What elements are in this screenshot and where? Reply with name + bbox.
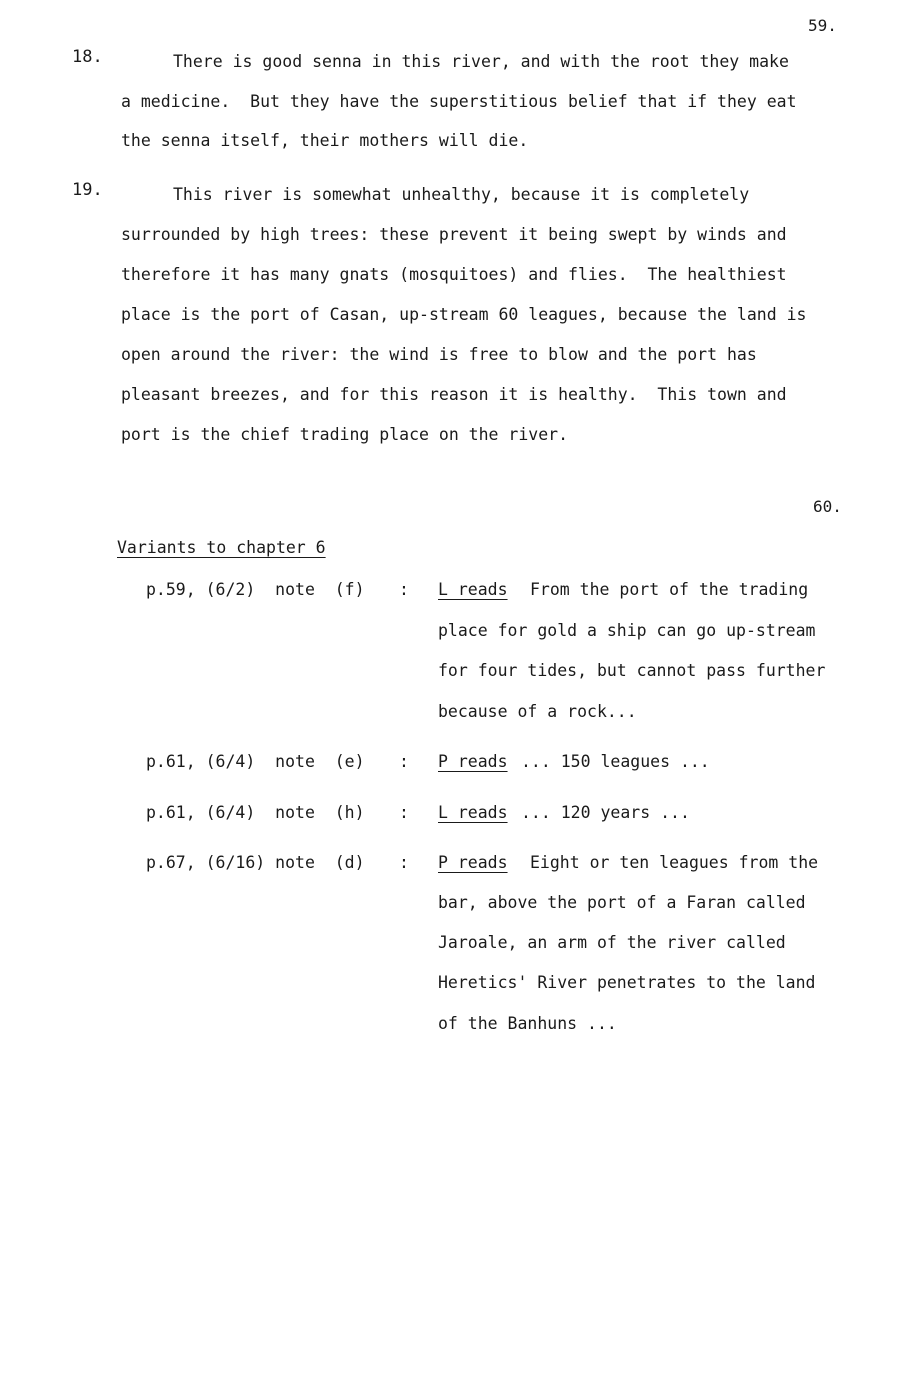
paragraph-19-line: therefore it has many gnats (mosquitoes) and flies. The healthiest — [121, 265, 787, 284]
paragraph-19-line: open around the river: the wind is free to blow and the port has — [121, 345, 757, 364]
variant-separator: : — [399, 752, 409, 771]
variant-text-continuation: of the Banhuns ... — [438, 1014, 617, 1033]
paragraph-19-line: This river is somewhat unhealthy, because it is completely — [173, 185, 750, 204]
paragraph-18-line: There is good senna in this river, and with the root they make — [173, 52, 789, 71]
paragraph-19-line: pleasant breezes, and for this reason it is healthy. This town and — [121, 385, 787, 404]
variant-reference: p.67, (6/16) note (d) — [146, 853, 365, 872]
variant-text-continuation: place for gold a ship can go up-stream — [438, 621, 816, 640]
page-number-mid: 60. — [813, 497, 842, 516]
variant-text: From the port of the trading — [530, 580, 809, 599]
paragraph-19-line: surrounded by high trees: these prevent it being swept by winds and — [121, 225, 787, 244]
variant-text-continuation: because of a rock... — [438, 702, 637, 721]
variants-heading: Variants to chapter 6 — [117, 538, 326, 557]
paragraph-number-19: 19. — [72, 180, 103, 200]
variant-reference: p.61, (6/4) note (h) — [146, 803, 365, 822]
variant-source-tag: P reads — [438, 752, 508, 771]
variant-source-tag: L reads — [438, 803, 508, 822]
paragraph-19-line: port is the chief trading place on the river. — [121, 425, 569, 444]
variant-text: ... 120 years ... — [521, 803, 690, 822]
variant-text: ... 150 leagues ... — [521, 752, 710, 771]
variant-text-continuation: bar, above the port of a Faran called — [438, 893, 806, 912]
variant-separator: : — [399, 580, 409, 599]
paragraph-19-line: place is the port of Casan, up-stream 60 leagues, because the land is — [121, 305, 807, 324]
variant-text-continuation: Jaroale, an arm of the river called — [438, 933, 786, 952]
variant-separator: : — [399, 853, 409, 872]
paragraph-18-line: the senna itself, their mothers will die. — [121, 131, 529, 150]
variant-text-continuation: for four tides, but cannot pass further — [438, 661, 826, 680]
paragraph-number-18: 18. — [72, 47, 103, 67]
paragraph-18-line: a medicine. But they have the superstitious belief that if they eat — [121, 92, 797, 111]
page-number-top: 59. — [808, 16, 837, 35]
variant-text-continuation: Heretics' River penetrates to the land — [438, 973, 816, 992]
variant-reference: p.59, (6/2) note (f) — [146, 580, 365, 599]
variant-source-tag: P reads — [438, 853, 508, 872]
variant-separator: : — [399, 803, 409, 822]
variant-text: Eight or ten leagues from the — [530, 853, 819, 872]
variant-source-tag: L reads — [438, 580, 508, 599]
variant-reference: p.61, (6/4) note (e) — [146, 752, 365, 771]
